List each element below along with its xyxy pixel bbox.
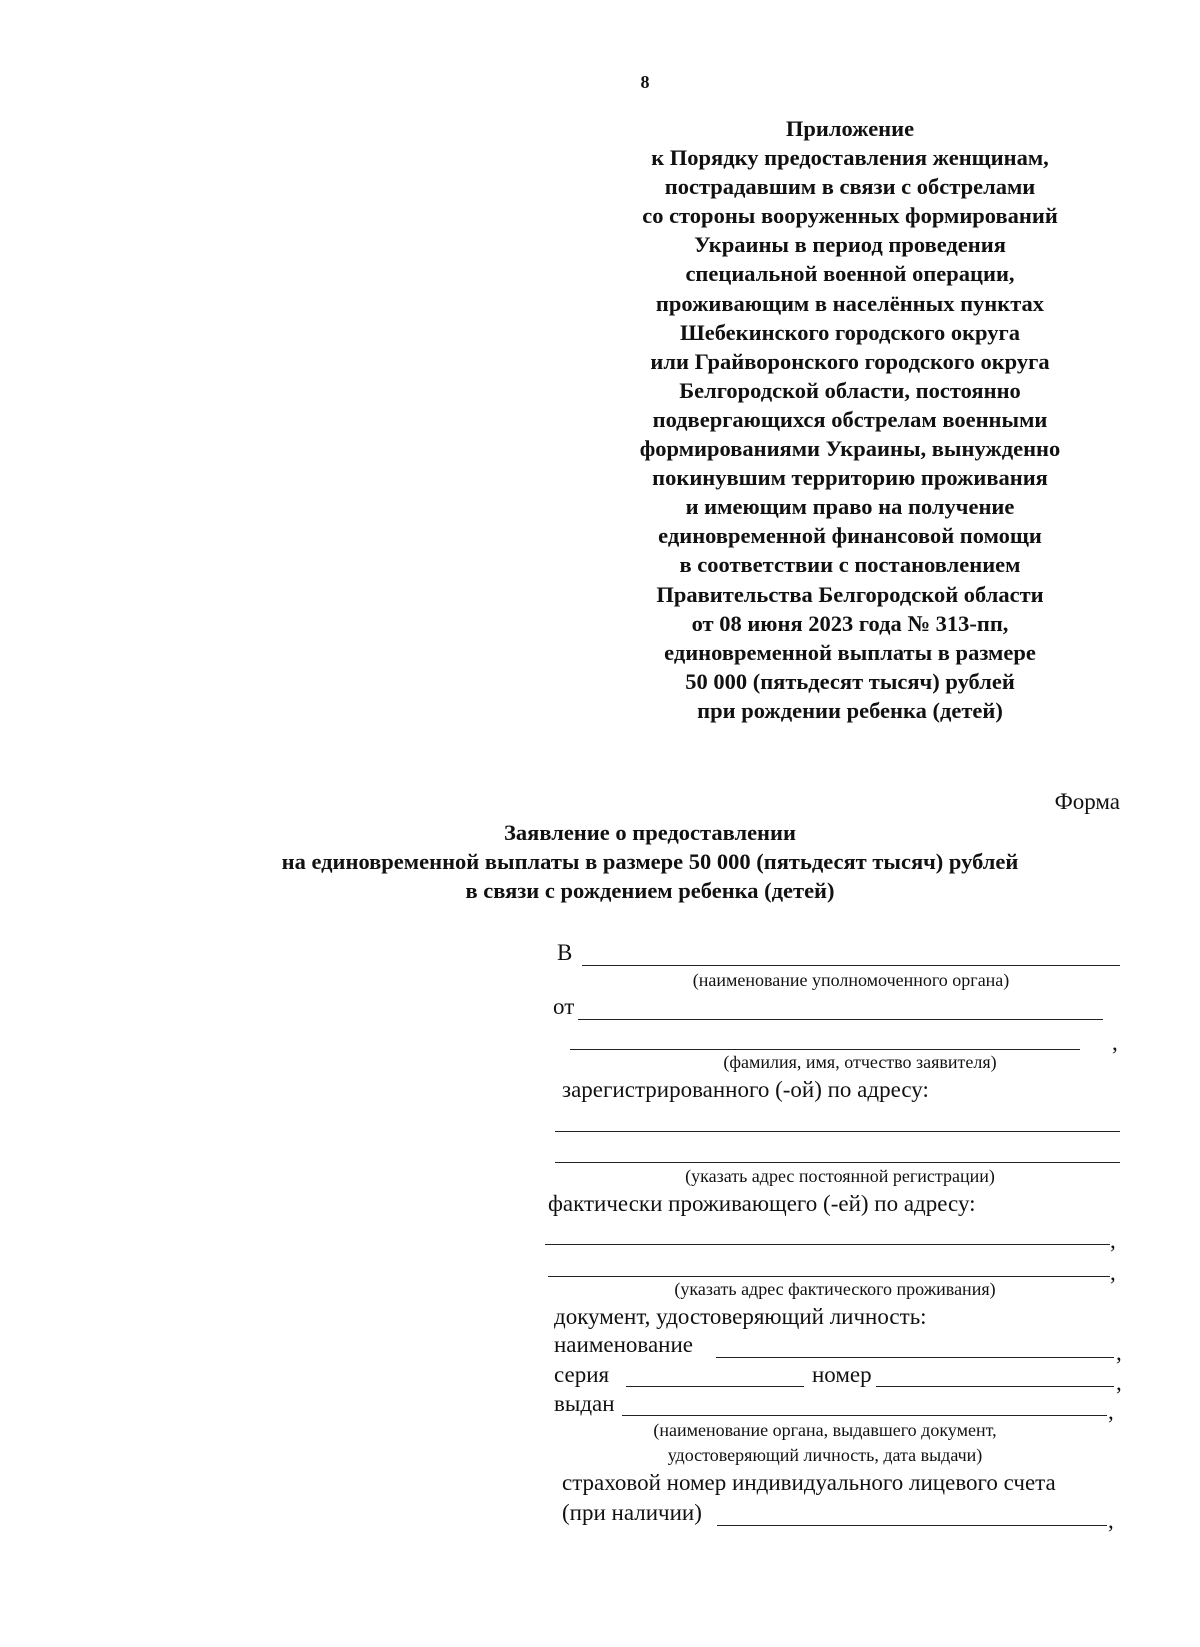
actual-address-field-2[interactable]: [548, 1276, 1110, 1277]
actual-address-field-1[interactable]: [545, 1244, 1110, 1245]
title-line: на единовременной выплаты в размере 50 000 (пятьдесят тысяч) рублей: [281, 849, 1019, 874]
comma: ,: [1110, 1260, 1116, 1285]
appendix-line: проживающим в населённых пунктах: [655, 290, 1045, 316]
from-label: от: [553, 994, 575, 1019]
comma: ,: [1112, 1030, 1118, 1055]
form-label: Форма: [1054, 789, 1120, 814]
appendix-line: или Грайворонского городского округа: [650, 348, 1050, 374]
from-caption: (фамилия, имя, отчество заявителя): [723, 1052, 997, 1072]
appendix-line: покинувшим территорию проживания: [652, 465, 1048, 491]
issued-label: выдан: [554, 1391, 615, 1416]
appendix-line: Украины в период проведения: [694, 232, 1006, 258]
series-field[interactable]: [626, 1386, 804, 1387]
from-field-2[interactable]: [570, 1049, 1080, 1050]
registered-label: зарегистрированного (-ой) по адресу:: [562, 1077, 929, 1102]
comma: ,: [1108, 1508, 1114, 1533]
appendix-line: в соответствии с постановлением: [679, 552, 1021, 578]
issued-caption-1: (наименование органа, выдавшего документ,: [653, 1420, 997, 1440]
number-label: номер: [812, 1362, 872, 1387]
appendix-line: Приложение: [785, 116, 915, 141]
title-line: в связи с рождением ребенка (детей): [465, 878, 835, 903]
appendix-line: единовременной финансовой помощи: [658, 523, 1042, 549]
application-title: [140, 818, 1160, 905]
from-field-1[interactable]: [578, 1019, 1103, 1020]
appendix-line: и имеющим право на получение: [685, 494, 1015, 520]
appendix-line: формированиями Украины, вынужденно: [639, 436, 1061, 462]
comma: ,: [1108, 1399, 1114, 1424]
snils-label-2: (при наличии): [562, 1500, 702, 1525]
to-caption: (наименование уполномоченного органа): [692, 970, 1010, 990]
issued-caption-2: удостоверяющий личность, дата выдачи): [667, 1445, 983, 1465]
appendix-line: от 08 июня 2023 года № 313-пп,: [691, 610, 1009, 636]
appendix-line: подвергающихся обстрелам военными: [652, 406, 1048, 432]
page-number: 8: [640, 72, 650, 92]
comma: ,: [1116, 1370, 1122, 1395]
comma: ,: [1116, 1340, 1122, 1365]
comma: ,: [1110, 1228, 1116, 1253]
title-line: Заявление о предоставлении: [504, 820, 796, 845]
appendix-line: специальной военной операции,: [685, 261, 1015, 287]
registered-address-field-2[interactable]: [555, 1162, 1120, 1163]
series-label: серия: [554, 1362, 610, 1387]
snils-field[interactable]: [717, 1525, 1107, 1526]
appendix-line: Правительства Белгородской области: [656, 581, 1044, 607]
issued-field[interactable]: [622, 1415, 1107, 1416]
snils-label-1: страховой номер индивидуального лицевого счета: [562, 1470, 1056, 1495]
to-field[interactable]: [582, 965, 1120, 966]
actual-caption: (указать адрес фактического проживания): [674, 1279, 996, 1299]
registered-caption: (указать адрес постоянной регистрации): [685, 1166, 995, 1186]
appendix-line: со стороны вооруженных формирований: [642, 203, 1058, 229]
appendix-line: пострадавшим в связи с обстрелами: [664, 174, 1036, 200]
appendix-line: при рождении ребенка (детей): [697, 697, 1003, 723]
id-doc-label: документ, удостоверяющий личность:: [554, 1304, 927, 1329]
appendix-header: [560, 114, 1140, 725]
actual-label: фактически проживающего (-ей) по адресу:: [548, 1191, 976, 1216]
registered-address-field-1[interactable]: [555, 1131, 1120, 1132]
appendix-line: Белгородской области, постоянно: [679, 377, 1021, 403]
number-field[interactable]: [876, 1386, 1114, 1387]
appendix-line: единовременной выплаты в размере: [664, 639, 1036, 665]
appendix-line: к Порядку предоставления женщинам,: [651, 145, 1049, 171]
appendix-line: Шебекинского городского округа: [680, 319, 1020, 345]
to-label: В: [557, 940, 573, 965]
id-name-label: наименование: [554, 1332, 693, 1357]
appendix-line: 50 000 (пятьдесят тысяч) рублей: [685, 668, 1015, 694]
id-name-field[interactable]: [716, 1357, 1114, 1358]
